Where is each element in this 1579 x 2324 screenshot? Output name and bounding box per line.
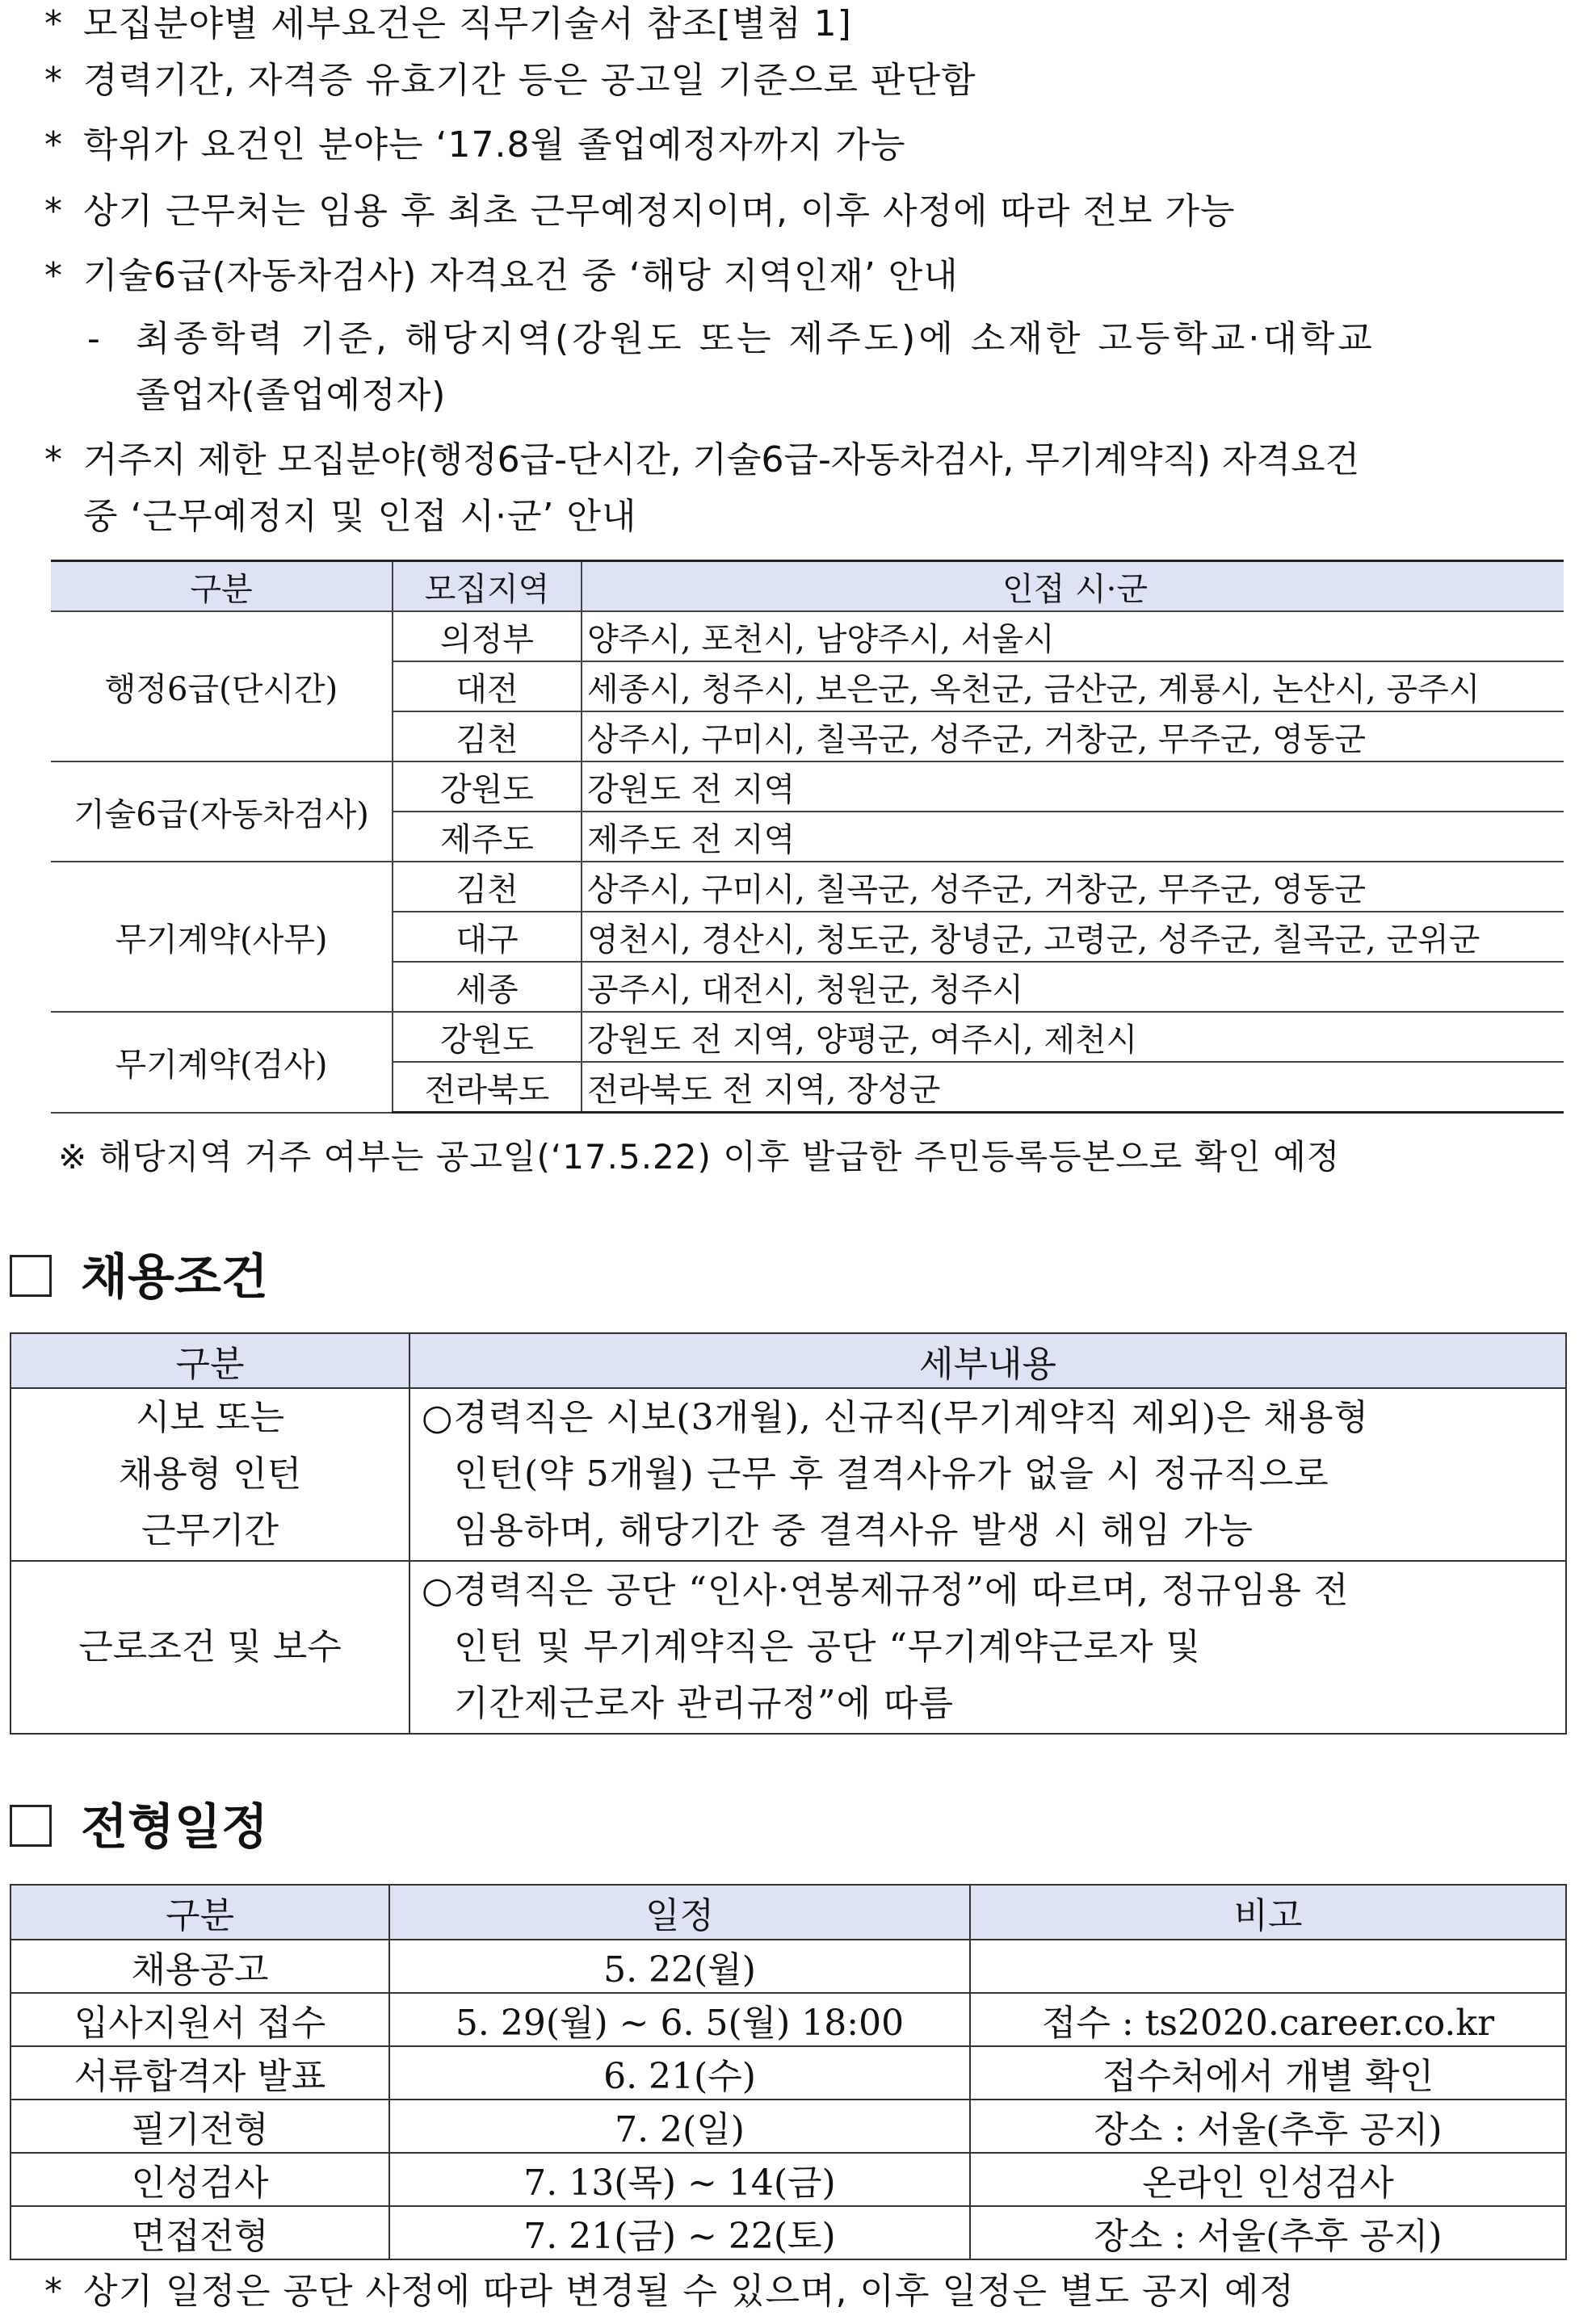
note-subline: 졸업자(졸업예정자) [136,375,447,416]
checkbox-square-icon [10,1255,52,1297]
region-cell: 김천 [393,711,582,761]
table-header-row [10,1885,1566,1940]
table-header-row [10,1333,1566,1388]
remark-cell: 온라인 인성검사 [970,2153,1566,2206]
date-cell: 7. 2(일) [389,2100,970,2153]
adjacent-cell: 영천시, 경산시, 청도군, 창녕군, 고령군, 성주군, 칠곡군, 군위군 [582,912,1564,962]
region-cell: 세종 [393,962,582,1012]
conditions-table [10,1332,1567,1735]
stage-cell: 서류합격자 발표 [10,2046,389,2100]
note-line: * 경력기간, 자격증 유효기간 등은 공고일 기준으로 판단함 [44,60,976,101]
adjacent-cell: 상주시, 구미시, 칠곡군, 성주군, 거창군, 무주군, 영동군 [582,862,1564,912]
note-line: 중 ‘근무예정지 및 인접 시·군’ 안내 [83,496,637,537]
table-row [10,2100,1566,2153]
stage-cell: 면접전형 [10,2206,389,2259]
adjacent-cell: 강원도 전 지역 [582,761,1564,812]
adjacent-cell: 공주시, 대전시, 청원군, 청주시 [582,962,1564,1012]
column-header: 구분 [10,1333,409,1388]
region-table [51,560,1564,1114]
table-row [10,2153,1566,2206]
note-subline: - 최종학력 기준, 해당지역(강원도 또는 제주도)에 소재한 고등학교·대학교 [87,318,1375,359]
adjacent-cell: 상주시, 구미시, 칠곡군, 성주군, 거창군, 무주군, 영동군 [582,711,1564,761]
condition-key-cell: 근로조건 및 보수 [10,1561,409,1734]
note-line: * 상기 근무처는 임용 후 최초 근무예정지이며, 이후 사정에 따라 전보 가능 [44,191,1236,232]
note-line: * 모집분야별 세부요건은 직무기술서 참조[별첨 1] [44,3,852,44]
note-line: * 학위가 요건인 분야는 ‘17.8월 졸업예정자까지 가능 [44,124,906,166]
date-cell: 7. 13(목) ~ 14(금) [389,2153,970,2206]
table-row [10,2046,1566,2100]
region-cell: 강원도 [393,761,582,812]
remark-cell: 장소 : 서울(추후 공지) [970,2100,1566,2153]
note-line: * 기술6급(자동차검사) 자격요건 중 ‘해당 지역인재’ 안내 [44,255,959,296]
column-header: 일정 [389,1885,970,1940]
column-header: 모집지역 [393,561,582,612]
condition-value-cell: ○경력직은 시보(3개월), 신규직(무기계약직 제외)은 채용형 인턴(약 5개월) 근무 후 결격사유가 없을 시 정규직으로 임용하며, 해당기간 중 결격사유 발생 시 해임 가능 [409,1388,1566,1561]
schedule-footnote: * 상기 일정은 공단 사정에 따라 변경될 수 있으며, 이후 일정은 별도 공지 예정 [44,2271,1295,2312]
region-footnote: ※ 해당지역 거주 여부는 공고일(‘17.5.22) 이후 발급한 주민등록등본으로 확인 예정 [58,1137,1341,1177]
table-row [10,2206,1566,2259]
category-cell: 무기계약(검사) [51,1012,393,1113]
schedule-table [10,1884,1567,2260]
region-cell: 의정부 [393,611,582,661]
adjacent-cell: 양주시, 포천시, 남양주시, 서울시 [582,611,1564,661]
adjacent-cell: 제주도 전 지역 [582,812,1564,862]
column-header: 구분 [51,561,393,612]
note-line: * 거주지 제한 모집분야(행정6급-단시간, 기술6급-자동차검사, 무기계약직) 자격요건 [44,439,1360,480]
region-cell: 대구 [393,912,582,962]
stage-cell: 필기전형 [10,2100,389,2153]
date-cell: 5. 22(월) [389,1940,970,1993]
table-header-row [51,561,1564,612]
remark-cell: 장소 : 서울(추후 공지) [970,2206,1566,2259]
remark-cell: 접수처에서 개별 확인 [970,2046,1566,2100]
adjacent-cell: 강원도 전 지역, 양평군, 여주시, 제천시 [582,1012,1564,1062]
remark-cell [970,1940,1566,1993]
region-cell: 강원도 [393,1012,582,1062]
stage-cell: 인성검사 [10,2153,389,2206]
date-cell: 5. 29(월) ~ 6. 5(월) 18:00 [389,1993,970,2046]
category-cell: 행정6급(단시간) [51,611,393,761]
condition-value-cell: ○경력직은 공단 “인사·연봉제규정”에 따르며, 정규임용 전 인턴 및 무기계약직은 공단 “무기계약근로자 및 기간제근로자 관리규정”에 따름 [409,1561,1566,1734]
region-cell: 김천 [393,862,582,912]
stage-cell: 채용공고 [10,1940,389,1993]
category-cell: 기술6급(자동차검사) [51,761,393,862]
stage-cell: 입사지원서 접수 [10,1993,389,2046]
table-row [10,1388,1566,1561]
table-row [10,1993,1566,2046]
table-row [51,761,1564,812]
region-cell: 제주도 [393,812,582,862]
remark-cell: 접수 : ts2020.career.co.kr [970,1993,1566,2046]
region-cell: 전라북도 [393,1062,582,1113]
column-header: 세부내용 [409,1333,1566,1388]
table-row [10,1940,1566,1993]
table-row [51,611,1564,661]
table-row [51,1012,1564,1062]
table-row [51,862,1564,912]
column-header: 구분 [10,1885,389,1940]
region-cell: 대전 [393,661,582,711]
date-cell: 6. 21(수) [389,2046,970,2100]
column-header: 인접 시·군 [582,561,1564,612]
section-title-conditions: 채용조건 [10,1249,268,1306]
adjacent-cell: 세종시, 청주시, 보은군, 옥천군, 금산군, 계룡시, 논산시, 공주시 [582,661,1564,711]
column-header: 비고 [970,1885,1566,1940]
table-row [10,1561,1566,1734]
category-cell: 무기계약(사무) [51,862,393,1012]
section-title-schedule: 전형일정 [10,1799,268,1856]
checkbox-square-icon [10,1805,52,1847]
date-cell: 7. 21(금) ~ 22(토) [389,2206,970,2259]
adjacent-cell: 전라북도 전 지역, 장성군 [582,1062,1564,1113]
condition-key-cell: 시보 또는 채용형 인턴 근무기간 [10,1388,409,1561]
